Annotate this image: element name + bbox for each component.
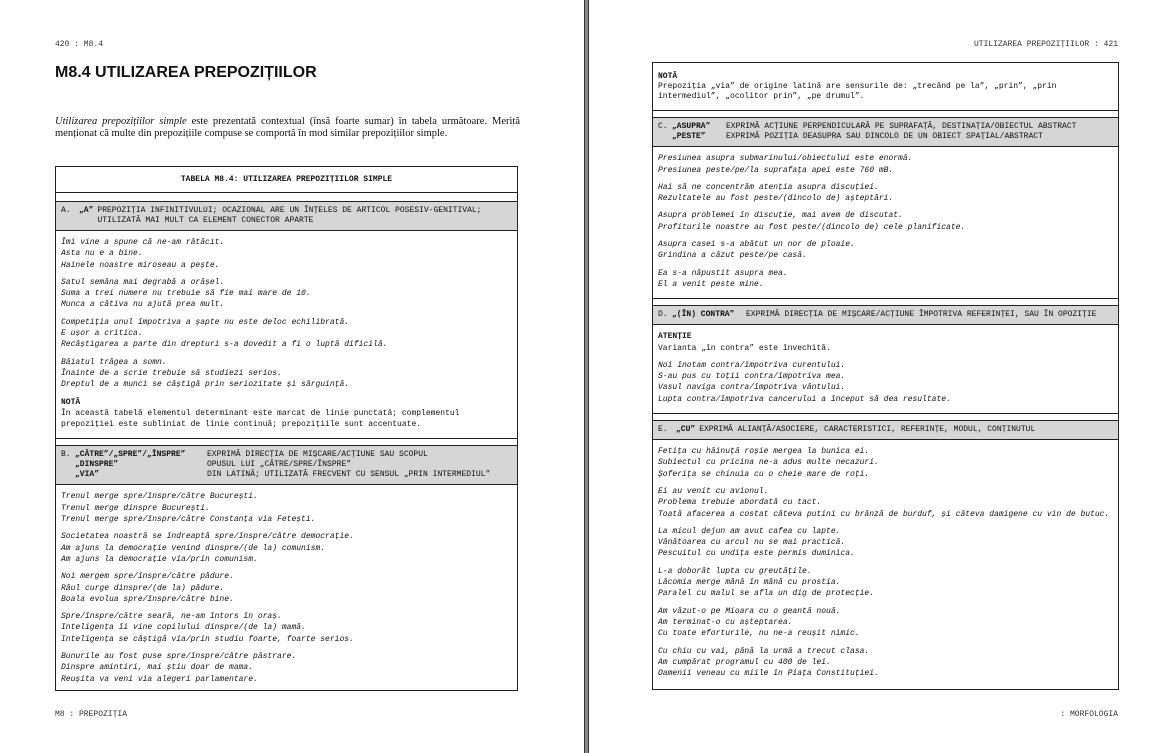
section-e-body [653,440,1118,687]
example-group [658,526,1113,560]
section-preposition: „(ÎN) CONTRA” [672,310,735,320]
section-letter: E. [658,425,668,435]
example-sentence: Competiția unul împotriva a șapte nu este deloc echilibrată. [61,317,350,327]
note-title: ATENȚIE [658,332,692,342]
table-m8-4 [55,166,518,691]
example-sentence: Vânătoarea cu arcul nu se mai practică. [658,538,846,548]
left-page [0,0,584,753]
note-title: NOTĂ [61,397,81,407]
section-c-body [653,147,1118,299]
example-sentence: Lupta contra/împotriva cancerului a început să dea resultate. [658,394,951,404]
example-sentence: Cu chiu cu vai, până la urmă a trecut clasa. [658,646,870,656]
example-sentence: Asupra problemei în discuție, mai avem de discutat. [658,211,903,221]
section-b-body [56,485,517,692]
example-sentence: Am cumpărat programul cu 400 de lei. [658,657,831,667]
example-sentence: Munca a câtiva nu ajută prea mult. [61,300,225,310]
example-sentence: Ea s-a năpustit asupra mea. [658,268,788,278]
example-group [61,611,512,645]
page-title: M8.4 UTILIZAREA PREPOZIȚIILOR [55,64,317,81]
example-group [61,491,512,525]
section-preposition: „VIA” [75,470,100,480]
example-sentence: Hainele noastre miroseau a pește. [61,260,220,270]
section-preposition: „ASUPRA” [672,122,711,132]
example-group [658,239,1113,262]
example-sentence: Șoferița se chinuia cu o cheie mare de roți. [658,469,870,479]
section-description: PREPOZIȚIA INFINITIVULUI; OCAZIONAL ARE UN ÎNȚELES DE ARTICOL POSESIV-GENITIVAL; UTILIZATĂ MAI MULT CA ELEMENT CONECTOR APARTE [97,206,482,225]
example-sentence: Am ajuns la democrație venind dinspre/(de la) comunism. [61,543,326,553]
example-sentence: Vasul naviga contra/împotriva vântului. [658,383,846,393]
section-preposition: „A” [79,206,94,215]
table-title: TABELA M8.4: UTILIZAREA PREPOZIȚIILOR SIMPLE [56,167,517,193]
example-sentence: Trenul merge spre/înspre/către București. [61,492,258,502]
note-title: NOTĂ [658,72,678,81]
example-sentence: La micul dejun am avut cafea cu lapte. [658,526,841,536]
example-sentence: Boala evolua spre/înspre/către bine. [61,594,234,604]
example-sentence: Inteligența se câștigă via/prin studiu foarte, foarte serios. [61,634,354,644]
example-sentence: Lăcomia merge mână în mână cu prostia. [658,578,841,588]
section-description: EXPRIMĂ ALIANȚĂ/ASOCIERE, CARACTERISTICI, REFERINȚE, MODUL, CONȚINUTUL [699,425,1036,435]
example-sentence: Trenul merge dinspre București. [61,503,210,513]
example-sentence: Satul semăna mai degrabă a orășel. [61,277,225,287]
example-sentence: S-au pus cu toții contra/împotriva mea. [658,372,846,382]
example-sentence: Noi mergem spre/înspre/către pădure. [61,572,234,582]
note-text: În această tabelă elementul determinant este marcat de linie punctată; complementul prepoziției este subliniat de linie continuă; prepozițiile sunt accentuate. [61,408,460,430]
example-sentence: Asupra casei s-a abătut un nor de ploaie. [658,240,855,250]
section-c-header [653,117,1118,147]
example-sentence: Grindina a căzut peste/pe casă. [658,251,807,261]
section-description: EXPRIMĂ DIRECȚIA DE MIȘCARE/ACȚIUNE SAU SCOPUL [207,450,428,460]
section-letter: B. [61,450,71,460]
example-sentence: Paralel cu malul se afla un dig de protecție. [658,589,875,599]
example-sentence: Subiectul cu pricina ne-a adus multe necazuri. [658,458,879,468]
example-group [61,571,512,605]
example-sentence: Dinspre amintiri, mai știu doar de mama. [61,663,254,673]
example-sentence: Asta nu e a bine. [61,249,143,259]
example-sentence: Înainte de a scrie trebuie să studiezi serios. [61,368,282,378]
example-group [658,182,1113,205]
section-a-header [56,201,517,231]
example-sentence: Presiunea peste/pe/la suprafața apei este 760 mB. [658,165,894,175]
example-sentence: Societatea noastră se îndreaptă spre/înspre/către democrație. [61,532,354,542]
example-sentence: Bunurile au fost puse spre/înspre/către păstrare. [61,652,297,662]
section-e-header [653,420,1118,440]
section-description: OPUSUL LUI „CĂTRE/SPRE/ÎNSPRE” [207,460,352,470]
example-sentence: Oamenii veneau cu miile în Piața Constituției. [658,669,879,679]
example-group [658,446,1113,480]
note-text: Varianta „în contra” este învechită. [658,343,831,353]
example-sentence: Fetița cu hăinuță roșie mergea la bunica ei. [658,447,870,457]
section-d-body [653,325,1118,414]
example-sentence: Ei au venit cu avionul. [658,486,769,496]
example-group [61,277,512,311]
example-group [658,646,1113,680]
section-preposition: „PESTE” [672,132,706,142]
section-preposition: „CU” [676,425,696,435]
example-sentence: Reușita va veni via alegeri parlamentare. [61,674,258,684]
table-m8-4-continued [652,62,1119,690]
example-group [61,317,512,351]
intro-italic: Utilizarea prepozițiilor simple [55,116,187,127]
example-sentence: Râul curge dinspre/(de la) pădure. [61,583,225,593]
note-text: Prepoziția „via” de origine latină are sensurile de: „trecând pe la”, „prin”, „prin intermediul”, „ocolitor prin”, „pe drumul”. [658,82,1057,102]
example-sentence: Hai să ne concentrăm atenția asupra discuției. [658,182,879,192]
example-group [61,651,512,685]
section-description: DIN LATINĂ; UTILIZATĂ FRECVENT CU SENSUL „PRIN INTERMEDIUL” [207,470,491,480]
example-sentence: Noi înotam contra/împotriva curentului. [658,360,846,370]
example-group [61,357,512,391]
running-foot: M8 : PREPOZIȚIA [55,710,128,719]
section-letter: D. [658,310,668,320]
example-group [658,360,1113,405]
example-sentence: Am văzut-o pe Mioara cu o geantă nouă. [658,606,841,616]
example-sentence: El a venit peste mine. [658,279,764,289]
example-sentence: Spre/înspre/către seară, ne-am întors în oraș. [61,612,282,622]
example-sentence: Problema trebuie abordată cu tact. [658,498,822,508]
section-description: EXPRIMĂ POZIȚIA DEASUPRA SAU DINCOLO DE UN OBIECT SPAȚIAL/ABSTRACT [726,132,1043,142]
example-sentence: Trenul merge spre/înspre/către Constanța via Fetești. [61,515,316,525]
running-foot: : MORFOLOGIA [1060,710,1118,719]
running-head: UTILIZAREA PREPOZIȚIILOR : 421 [973,40,1118,49]
example-group [658,153,1113,176]
right-page [589,0,1173,753]
example-group [61,237,512,271]
via-note [653,63,1118,111]
section-description: EXPRIMĂ DIRECȚIA DE MIȘCARE/ACȚIUNE ÎMPOTRIVA REFERINȚEI, SAU ÎN OPOZIȚIE [746,310,1097,320]
example-sentence: Rezultatele au fost peste/(dincolo de) așteptări. [658,194,894,204]
example-sentence: Îmi vine a spune că ne-am rătăcit. [61,238,225,247]
section-d-header [653,305,1118,325]
running-head: 420 : M8.4 [55,40,104,49]
example-sentence: L-a doborât lupta cu greutățile. [658,566,812,576]
example-sentence: E ușor a critica. [61,329,143,339]
example-group [658,566,1113,600]
section-letter: C. [658,122,668,132]
example-group [658,606,1113,640]
intro-text: este prezentată contextual (însă foarte sumar) în tabela următoare. Merită menționat că multe din prepozițiile compuse se comportă în mod similar prepozițiilor simple. [55,116,520,139]
example-sentence: Am ajuns la democrație via/prin comunism. [61,554,258,564]
example-sentence: Profiturile noastre au fost peste/(dincolo de) cele planificate. [658,222,966,232]
example-sentence: Am terminat-o cu așteptarea. [658,617,793,627]
example-sentence: Toată afacerea a costat câteva putini cu brânză de burduf, și câteva damigene cu vin de butuc. [658,509,1110,519]
example-group [61,531,512,565]
section-preposition: „CĂTRE”/„SPRE”/„ÎNSPRE” [75,450,186,460]
section-b-header [56,445,517,485]
section-a-body [56,231,517,439]
example-sentence: Cu toate eforturile, nu ne-a reușit nimic. [658,629,860,639]
example-sentence: Pescuitul cu undița este permis duminica. [658,549,855,559]
intro-paragraph [55,116,520,140]
section-letter: A. [61,206,71,215]
section-preposition: „DINSPRE” [75,460,119,470]
example-group [658,210,1113,233]
section-description: EXPRIMĂ ACȚIUNE PERPENDICULARĂ PE SUPRAFAȚĂ, DESTINAȚIA/OBIECTUL ABSTRACT [726,122,1077,132]
example-sentence: Recâștigarea a parte din drepturi s-a dovedit a fi o luptă dificilă. [61,340,388,350]
example-sentence: Dreptul de a munci se câștigă prin seriozitate și sârguință. [61,380,350,390]
example-group [658,268,1113,291]
example-sentence: Inteligența îi vine copilului dinspre/(de la) mamă. [61,623,306,633]
example-sentence: Suma a trei numere nu trebuie să fie mai mare de 10. [61,289,311,299]
example-sentence: Presiunea asupra submarinului/obiectului este enormă. [658,154,913,164]
example-sentence: Băiatul trăgea a somn. [61,357,167,367]
example-group [658,486,1113,520]
